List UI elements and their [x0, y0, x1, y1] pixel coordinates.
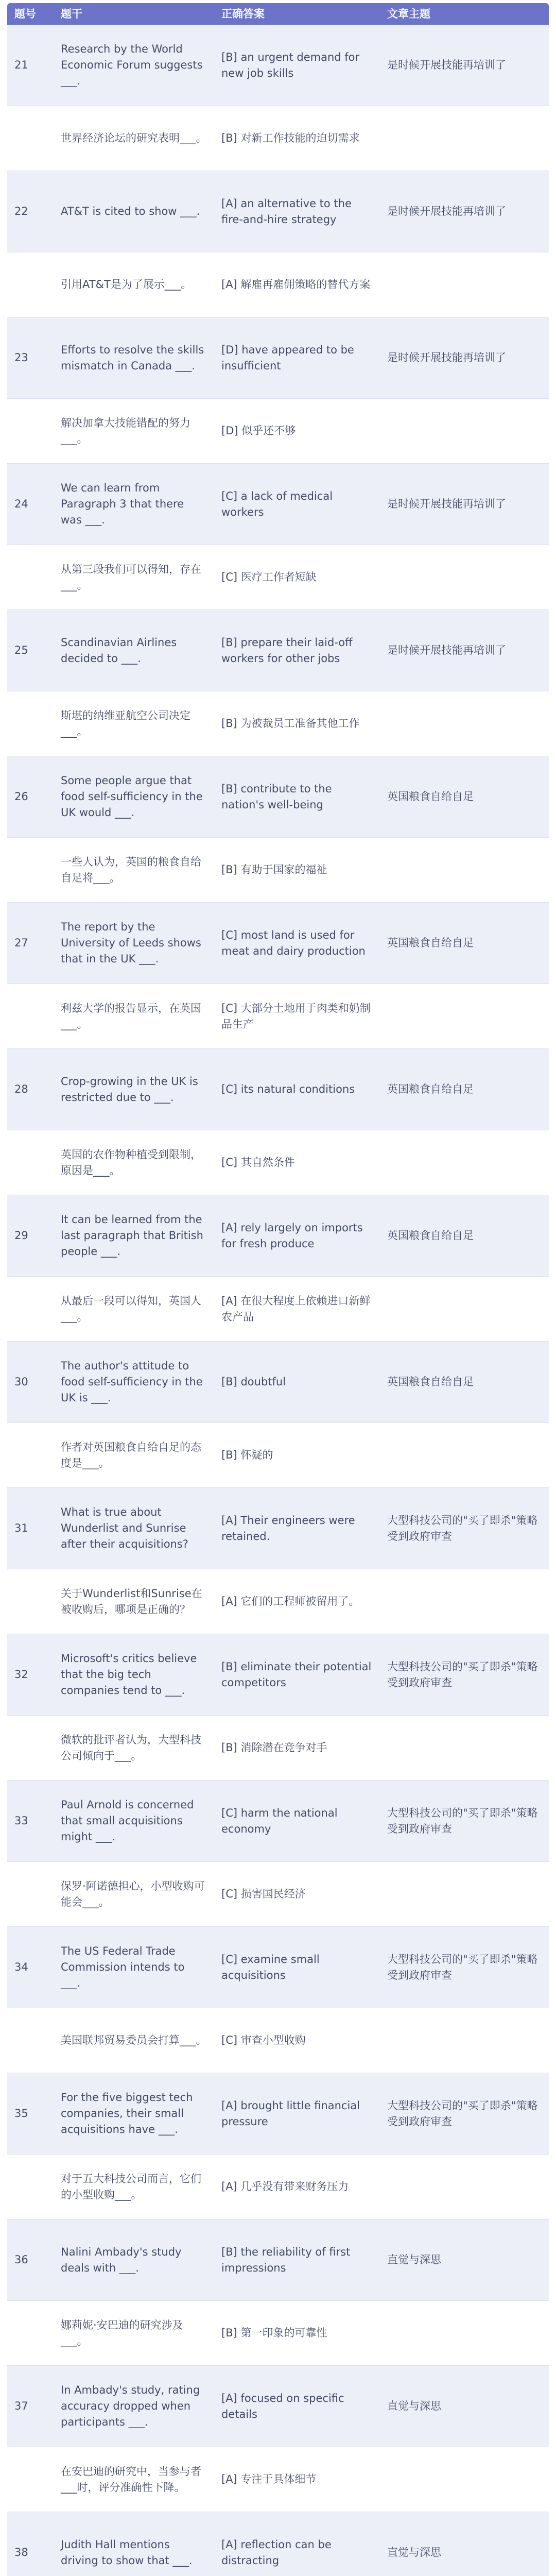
correct-answer-cell: [C] 大部分土地用于肉类和奶制品生产 — [214, 984, 380, 1049]
question-number-cell: 25 — [7, 610, 54, 691]
question-number-cell — [7, 1716, 54, 1781]
question-number-cell: 26 — [7, 756, 54, 838]
question-number-cell — [7, 984, 54, 1049]
table-row-english — [7, 1634, 549, 1716]
correct-answer-cell: [A] rely largely on imports for fresh produce — [214, 1195, 380, 1277]
question-number-cell: 28 — [7, 1049, 54, 1130]
article-topic-cell — [380, 984, 549, 1049]
article-topic-cell: 是时候开展技能再培训了 — [380, 25, 549, 106]
article-topic-cell — [380, 2155, 549, 2219]
question-stem-cell: 美国联邦贸易委员会打算___。 — [54, 2008, 214, 2073]
question-number-cell — [7, 1569, 54, 1634]
article-topic-cell — [380, 1423, 549, 1488]
correct-answer-cell: [B] 怀疑的 — [214, 1423, 380, 1488]
correct-answer-cell: [A] reflection can be distracting — [214, 2512, 380, 2576]
question-number-cell: 36 — [7, 2219, 54, 2301]
question-stem-cell: 解决加拿大技能错配的努力___。 — [54, 399, 214, 464]
question-number-cell: 35 — [7, 2073, 54, 2155]
question-stem-cell: The author's attitude to food self-sufficiency in the UK is ___. — [54, 1342, 214, 1423]
table-row-english — [7, 756, 549, 838]
article-topic-cell: 是时候开展技能再培训了 — [380, 610, 549, 691]
question-stem-cell: Microsoft's critics believe that the big tech companies tend to ___. — [54, 1634, 214, 1716]
correct-answer-cell: [C] its natural conditions — [214, 1049, 380, 1130]
correct-answer-cell: [C] 医疗工作者短缺 — [214, 545, 380, 610]
question-number-cell — [7, 1423, 54, 1488]
table-row-english — [7, 1195, 549, 1277]
question-stem-cell: 保罗·阿诺德担心，小型收购可能会___。 — [54, 1862, 214, 1927]
table-row-english — [7, 2512, 549, 2576]
correct-answer-cell: [A] Their engineers were retained. — [214, 1488, 380, 1569]
question-stem-cell: 对于五大科技公司而言，它们的小型收购___。 — [54, 2155, 214, 2219]
question-number-cell: 33 — [7, 1781, 54, 1862]
question-stem-cell: 关于Wunderlist和Sunrise在被收购后，哪项是正确的？ — [54, 1569, 214, 1634]
table-row-english — [7, 1049, 549, 1130]
table-row-chinese — [7, 545, 549, 610]
article-topic-cell — [380, 1862, 549, 1927]
article-topic-cell: 英国粮食自给自足 — [380, 1049, 549, 1130]
article-topic-cell — [380, 2008, 549, 2073]
question-stem-cell: Scandinavian Airlines decided to ___. — [54, 610, 214, 691]
question-stem-cell: 利兹大学的报告显示，在英国___。 — [54, 984, 214, 1049]
correct-answer-cell: [B] 消除潜在竞争对手 — [214, 1716, 380, 1781]
question-stem-cell: 作者对英国粮食自给自足的态度是___。 — [54, 1423, 214, 1488]
correct-answer-cell: [C] most land is used for meat and dairy production — [214, 903, 380, 984]
table-row-chinese — [7, 252, 549, 317]
question-stem-cell: Research by the World Economic Forum suggests ___. — [54, 25, 214, 106]
question-stem-cell: 从第三段我们可以得知，存在___。 — [54, 545, 214, 610]
table-row-chinese — [7, 1277, 549, 1342]
table-row-english — [7, 1781, 549, 1862]
article-topic-cell: 英国粮食自给自足 — [380, 903, 549, 984]
question-stem-cell: We can learn from Paragraph 3 that there was ___. — [54, 464, 214, 545]
question-stem-cell: What is true about Wunderlist and Sunrise after their acquisitions? — [54, 1488, 214, 1569]
header-article-topic: 文章主题 — [380, 3, 549, 25]
question-stem-cell: Some people argue that food self-sufficiency in the UK would ___. — [54, 756, 214, 838]
article-topic-cell — [380, 691, 549, 756]
question-number-cell: 21 — [7, 25, 54, 106]
table-row-chinese — [7, 399, 549, 464]
correct-answer-cell: [B] 为被裁员工准备其他工作 — [214, 691, 380, 756]
question-stem-cell: The US Federal Trade Commission intends to ___. — [54, 1927, 214, 2008]
correct-answer-cell: [A] an alternative to the fire-and-hire strategy — [214, 171, 380, 252]
question-number-cell: 34 — [7, 1927, 54, 2008]
question-number-cell — [7, 691, 54, 756]
question-stem-cell: 引用AT&T是为了展示___。 — [54, 252, 214, 317]
question-number-cell: 30 — [7, 1342, 54, 1423]
table-row-english — [7, 610, 549, 691]
correct-answer-cell: [B] eliminate their potential competitors — [214, 1634, 380, 1716]
correct-answer-cell: [C] harm the national economy — [214, 1781, 380, 1862]
question-number-cell — [7, 2301, 54, 2366]
article-topic-cell — [380, 838, 549, 903]
correct-answer-cell: [B] 有助于国家的福祉 — [214, 838, 380, 903]
question-number-cell — [7, 545, 54, 610]
question-number-cell: 23 — [7, 317, 54, 399]
question-stem-cell: 斯堪的纳维亚航空公司决定___。 — [54, 691, 214, 756]
correct-answer-cell: [B] 第一印象的可靠性 — [214, 2301, 380, 2366]
question-stem-cell: For the five biggest tech companies, their small acquisitions have ___. — [54, 2073, 214, 2155]
table-row-english — [7, 2219, 549, 2301]
article-topic-cell: 直觉与深思 — [380, 2512, 549, 2576]
article-topic-cell: 直觉与深思 — [380, 2219, 549, 2301]
table-row-chinese — [7, 1130, 549, 1195]
article-topic-cell — [380, 1277, 549, 1342]
answer-table — [7, 3, 549, 2576]
correct-answer-cell: [B] the reliability of first impressions — [214, 2219, 380, 2301]
correct-answer-cell: [A] focused on specific details — [214, 2366, 380, 2447]
table-row-english — [7, 1342, 549, 1423]
table-row-chinese — [7, 838, 549, 903]
correct-answer-cell: [A] 专注于具体细节 — [214, 2447, 380, 2512]
correct-answer-cell: [A] 它们的工程师被留用了。 — [214, 1569, 380, 1634]
question-number-cell: 38 — [7, 2512, 54, 2576]
article-topic-cell: 大型科技公司的"买了即杀"策略受到政府审查 — [380, 2073, 549, 2155]
question-number-cell: 32 — [7, 1634, 54, 1716]
correct-answer-cell: [B] 对新工作技能的迫切需求 — [214, 106, 380, 171]
question-number-cell — [7, 2008, 54, 2073]
correct-answer-cell: [B] contribute to the nation's well-being — [214, 756, 380, 838]
table-header — [7, 3, 549, 25]
question-stem-cell: 娜莉妮·安巴迪的研究涉及___。 — [54, 2301, 214, 2366]
correct-answer-cell: [A] 在很大程度上依赖进口新鲜农产品 — [214, 1277, 380, 1342]
question-number-cell: 31 — [7, 1488, 54, 1569]
question-stem-cell: 在安巴迪的研究中，当参与者___时，评分准确性下降。 — [54, 2447, 214, 2512]
table-row-english — [7, 171, 549, 252]
table-row-chinese — [7, 1862, 549, 1927]
question-number-cell: 24 — [7, 464, 54, 545]
article-topic-cell — [380, 252, 549, 317]
question-stem-cell: Nalini Ambady's study deals with ___. — [54, 2219, 214, 2301]
table-row-english — [7, 1927, 549, 2008]
article-topic-cell — [380, 1716, 549, 1781]
article-topic-cell — [380, 1569, 549, 1634]
question-number-cell — [7, 1862, 54, 1927]
table-row-chinese — [7, 1716, 549, 1781]
correct-answer-cell: [B] prepare their laid-off workers for other jobs — [214, 610, 380, 691]
question-number-cell: 37 — [7, 2366, 54, 2447]
question-stem-cell: In Ambady's study, rating accuracy dropped when participants ___. — [54, 2366, 214, 2447]
correct-answer-cell: [C] examine small acquisitions — [214, 1927, 380, 2008]
question-stem-cell: Paul Arnold is concerned that small acquisitions might ___. — [54, 1781, 214, 1862]
article-topic-cell: 英国粮食自给自足 — [380, 1342, 549, 1423]
table-body — [7, 25, 549, 2576]
header-correct-answer: 正确答案 — [214, 3, 380, 25]
question-stem-cell: AT&T is cited to show ___. — [54, 171, 214, 252]
question-stem-cell: It can be learned from the last paragraph that British people ___. — [54, 1195, 214, 1277]
article-topic-cell — [380, 2301, 549, 2366]
question-number-cell — [7, 1277, 54, 1342]
question-number-cell: 22 — [7, 171, 54, 252]
table-row-chinese — [7, 106, 549, 171]
table-row-chinese — [7, 1569, 549, 1634]
correct-answer-cell: [C] 审查小型收购 — [214, 2008, 380, 2073]
correct-answer-cell: [C] 损害国民经济 — [214, 1862, 380, 1927]
question-number-cell — [7, 252, 54, 317]
header-question-stem: 题干 — [54, 3, 214, 25]
question-stem-cell: Efforts to resolve the skills mismatch in Canada ___. — [54, 317, 214, 399]
question-number-cell — [7, 838, 54, 903]
table-row-english — [7, 25, 549, 106]
article-topic-cell — [380, 2447, 549, 2512]
article-topic-cell — [380, 1130, 549, 1195]
correct-answer-cell: [B] doubtful — [214, 1342, 380, 1423]
question-stem-cell: 英国的农作物种植受到限制，原因是___。 — [54, 1130, 214, 1195]
table-row-chinese — [7, 691, 549, 756]
table-row-english — [7, 1488, 549, 1569]
article-topic-cell: 大型科技公司的"买了即杀"策略受到政府审查 — [380, 1634, 549, 1716]
correct-answer-cell: [A] brought little financial pressure — [214, 2073, 380, 2155]
question-stem-cell: 微软的批评者认为，大型科技公司倾向于___。 — [54, 1716, 214, 1781]
table-row-chinese — [7, 984, 549, 1049]
correct-answer-cell: [C] a lack of medical workers — [214, 464, 380, 545]
article-topic-cell: 大型科技公司的"买了即杀"策略受到政府审查 — [380, 1927, 549, 2008]
article-topic-cell: 是时候开展技能再培训了 — [380, 317, 549, 399]
article-topic-cell — [380, 545, 549, 610]
correct-answer-cell: [D] have appeared to be insufficient — [214, 317, 380, 399]
article-topic-cell: 直觉与深思 — [380, 2366, 549, 2447]
question-number-cell — [7, 2447, 54, 2512]
article-topic-cell: 英国粮食自给自足 — [380, 1195, 549, 1277]
article-topic-cell: 是时候开展技能再培训了 — [380, 464, 549, 545]
article-topic-cell — [380, 106, 549, 171]
question-stem-cell: Judith Hall mentions driving to show that ___. — [54, 2512, 214, 2576]
correct-answer-cell: [A] 解雇再雇佣策略的替代方案 — [214, 252, 380, 317]
question-number-cell — [7, 1130, 54, 1195]
question-stem-cell: The report by the University of Leeds shows that in the UK ___. — [54, 903, 214, 984]
question-stem-cell: 世界经济论坛的研究表明___。 — [54, 106, 214, 171]
table-row-english — [7, 2073, 549, 2155]
table-row-english — [7, 317, 549, 399]
header-question-number: 题号 — [7, 3, 54, 25]
table-row-chinese — [7, 2447, 549, 2512]
question-number-cell: 29 — [7, 1195, 54, 1277]
question-number-cell — [7, 106, 54, 171]
table-row-english — [7, 464, 549, 545]
correct-answer-cell: [D] 似乎还不够 — [214, 399, 380, 464]
question-stem-cell: 从最后一段可以得知，英国人___。 — [54, 1277, 214, 1342]
table-row-english — [7, 903, 549, 984]
correct-answer-cell: [B] an urgent demand for new job skills — [214, 25, 380, 106]
question-number-cell — [7, 2155, 54, 2219]
table-row-chinese — [7, 2301, 549, 2366]
question-number-cell — [7, 399, 54, 464]
article-topic-cell: 英国粮食自给自足 — [380, 756, 549, 838]
correct-answer-cell: [A] 几乎没有带来财务压力 — [214, 2155, 380, 2219]
table-row-english — [7, 2366, 549, 2447]
article-topic-cell — [380, 399, 549, 464]
article-topic-cell: 大型科技公司的"买了即杀"策略受到政府审查 — [380, 1488, 549, 1569]
table-row-chinese — [7, 1423, 549, 1488]
header-row — [7, 3, 549, 25]
correct-answer-cell: [C] 其自然条件 — [214, 1130, 380, 1195]
table-row-chinese — [7, 2008, 549, 2073]
article-topic-cell: 是时候开展技能再培训了 — [380, 171, 549, 252]
question-stem-cell: Crop-growing in the UK is restricted due to ___. — [54, 1049, 214, 1130]
question-stem-cell: 一些人认为，英国的粮食自给自足将___。 — [54, 838, 214, 903]
table-row-chinese — [7, 2155, 549, 2219]
article-topic-cell: 大型科技公司的"买了即杀"策略受到政府审查 — [380, 1781, 549, 1862]
question-number-cell: 27 — [7, 903, 54, 984]
